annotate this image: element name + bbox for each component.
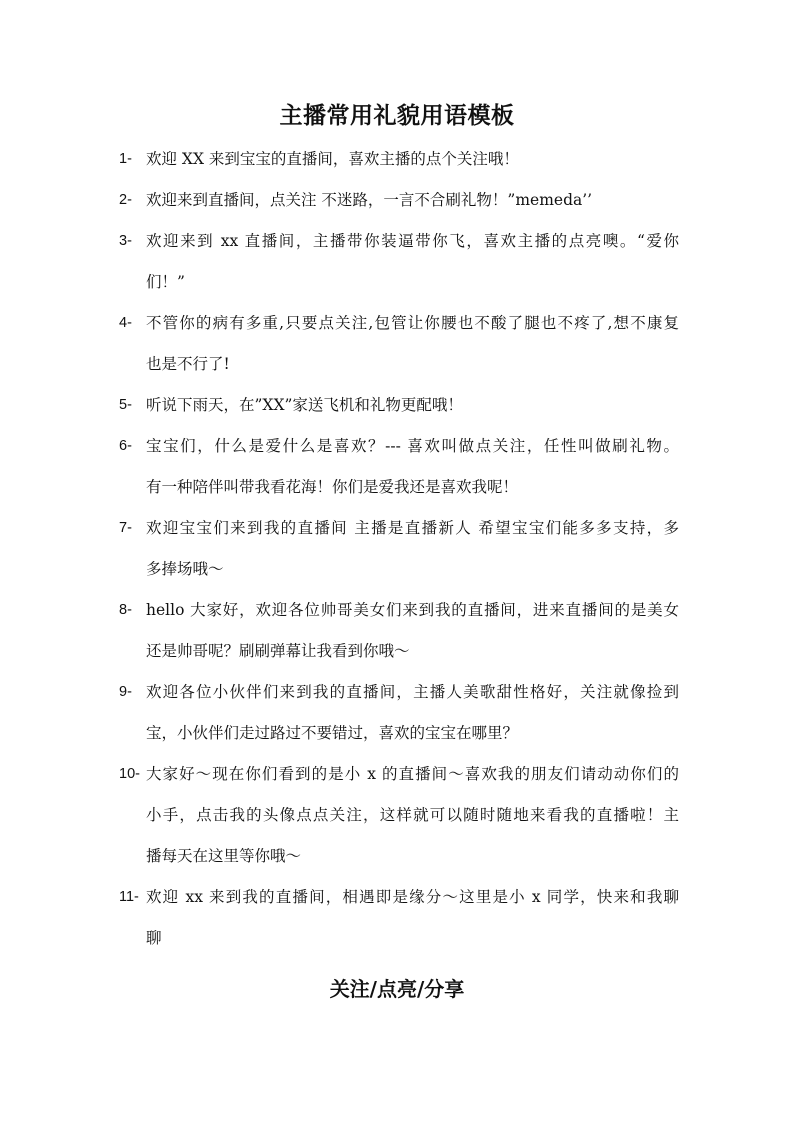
item-number: 1- [119, 151, 132, 167]
item-text-line: 小手，点击我的头像点点关注，这样就可以随时随地来看我的直播啦！主 [146, 806, 679, 824]
list-item [119, 760, 679, 883]
item-text [146, 145, 679, 186]
item-text-line: 也是不行了! [146, 355, 230, 373]
list-item [119, 391, 679, 432]
list-item [119, 186, 679, 227]
item-text-line: 宝宝们，什么是爱什么是喜欢？--- 喜欢叫做点关注，任性叫做刷礼物。 [146, 437, 679, 455]
item-text-line: 宝，小伙伴们走过路过不要错过，喜欢的宝宝在哪里？ [146, 724, 519, 742]
item-number: 9- [119, 684, 132, 700]
item-text-line: 有一种陪伴叫带我看花海！你们是爱我还是喜欢我呢！ [146, 478, 519, 496]
list-item [119, 227, 679, 309]
item-number: 10- [119, 766, 140, 782]
item-text-line: 欢迎来到直播间，点关注 不迷路，一言不合刷礼物！”memeda’’ [146, 191, 593, 209]
item-text [146, 514, 679, 596]
item-text [146, 432, 679, 514]
footer-tagline: 关注/点亮/分享 [329, 977, 465, 1001]
item-number: 7- [119, 520, 132, 536]
item-text [146, 883, 679, 965]
greeting-list [119, 145, 679, 965]
item-text [146, 309, 679, 391]
list-item [119, 514, 679, 596]
item-number: 3- [119, 233, 132, 249]
list-item [119, 596, 679, 678]
document-title: 主播常用礼貌用语模板 [279, 103, 515, 129]
item-text [146, 596, 679, 678]
list-item [119, 145, 679, 186]
item-text-line: 欢迎宝宝们来到我的直播间 主播是直播新人 希望宝宝们能多多支持，多 [146, 519, 679, 537]
item-text-line: 大家好～现在你们看到的是小 x 的直播间～喜欢我的朋友们请动动你们的 [146, 765, 679, 783]
item-number: 5- [119, 397, 132, 413]
item-text-line: 欢迎 xx 来到我的直播间，相遇即是缘分～这里是小 x 同学，快来和我聊 [146, 888, 679, 906]
item-text-line: 欢迎 XX 来到宝宝的直播间，喜欢主播的点个关注哦！ [146, 150, 519, 168]
item-text [146, 186, 679, 227]
item-text [146, 391, 679, 432]
list-item [119, 883, 679, 965]
item-text [146, 227, 679, 309]
list-item [119, 309, 679, 391]
item-text [146, 678, 679, 760]
item-number: 6- [119, 438, 132, 454]
item-text-line: 还是帅哥呢？刷刷弹幕让我看到你哦～ [146, 642, 410, 660]
item-text-line: 听说下雨天，在”XX”家送飞机和礼物更配哦！ [146, 396, 463, 414]
item-text-line: 不管你的病有多重,只要点关注,包管让你腰也不酸了腿也不疼了,想不康复 [146, 314, 679, 332]
item-number: 8- [119, 602, 132, 618]
item-text-line: 们！” [146, 273, 185, 291]
item-text-line: 播每天在这里等你哦～ [146, 847, 302, 865]
item-number: 2- [119, 192, 132, 208]
item-text-line: 多捧场哦～ [146, 560, 224, 578]
list-item [119, 678, 679, 760]
item-text-line: 欢迎各位小伙伴们来到我的直播间，主播人美歌甜性格好，关注就像捡到 [146, 683, 679, 701]
item-number: 11- [119, 889, 139, 905]
list-item [119, 432, 679, 514]
item-text [146, 760, 679, 883]
item-number: 4- [119, 315, 132, 331]
item-text-line: hello 大家好，欢迎各位帅哥美女们来到我的直播间，进来直播间的是美女 [146, 601, 679, 619]
item-text-line: 欢迎来到 xx 直播间，主播带你装逼带你飞，喜欢主播的点亮噢。“爱你 [146, 232, 679, 250]
item-text-line: 聊 [146, 929, 162, 947]
